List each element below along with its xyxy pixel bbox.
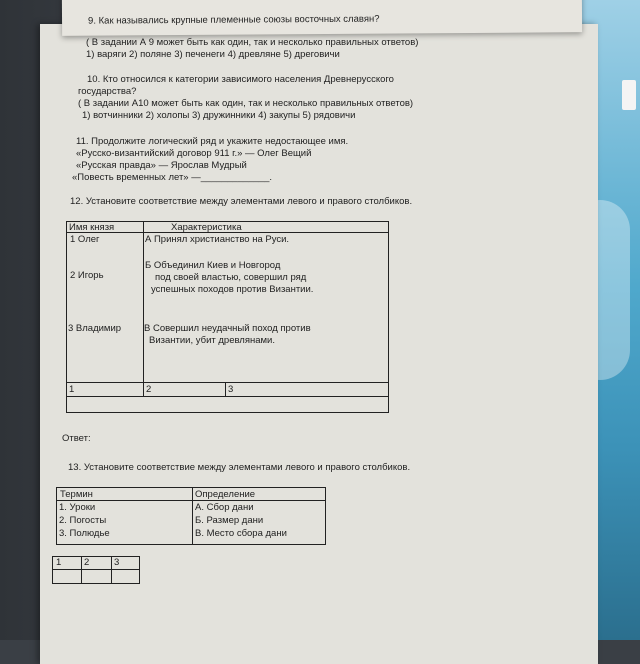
q13-header-right: Определение [195, 489, 256, 500]
q13-left-2: 2. Погосты [59, 515, 107, 526]
q12-table [66, 221, 389, 413]
q12-answer-bottom [67, 396, 388, 397]
q10-options: 1) вотчинники 2) холопы 3) дружинники 4) закупы 5) рядовичи [82, 110, 356, 121]
q12-answer-cell-2: 2 [146, 384, 152, 395]
q12-question: 12. Установите соответствие между элементами левого и правого столбиков. [70, 196, 413, 207]
q12-left-3: 3 Владимир [68, 323, 122, 334]
q13-answer-divider-v [111, 557, 112, 583]
q12-answer-cell-1: 1 [69, 384, 75, 395]
q12-right-v-2: Византии, убит древлянами. [149, 335, 276, 346]
q12-right-b-2: под своей властью, совершил ряд [155, 272, 307, 283]
q13-header-divider [57, 500, 325, 501]
q13-left-1: 1. Уроки [59, 502, 96, 513]
q13-question: 13. Установите соответствие между элементами левого и правого столбиков. [68, 462, 411, 473]
q12-right-v-1: В Совершил неудачный поход против [144, 323, 311, 334]
q9-note: ( В задании А 9 может быть как один, так и несколько правильных ответов) [86, 37, 419, 48]
q11-line1: 11. Продолжите логический ряд и укажите недостающее имя. [76, 136, 349, 147]
worksheet-page [40, 24, 598, 664]
q11-line3: «Русская правда» — Ярослав Мудрый [76, 160, 247, 171]
q12-answer-divider [67, 382, 388, 383]
q10-line1: 10. Кто относился к категории зависимого населения Древнерусского [87, 74, 394, 85]
q11-line2: «Русско-византийский договор 911 г.» — Олег Вещий [76, 148, 312, 159]
q13-answer-divider-h [53, 569, 139, 570]
q12-answer-cell-3: 3 [228, 384, 234, 395]
q10-line2: государства? [78, 86, 137, 97]
q12-left-2: 2 Игорь [70, 270, 104, 281]
q13-answer-cell-2: 2 [84, 557, 90, 568]
q12-right-b-3: успешных походов против Византии. [151, 284, 314, 295]
q12-header-left: Имя князя [69, 222, 115, 233]
q12-answer-divider-v [143, 382, 144, 396]
q12-header-right: Характеристика [171, 222, 242, 233]
q10-note: ( В задании А10 может быть как один, так и несколько правильных ответов) [78, 98, 414, 109]
q13-left-3: 3. Полюдье [59, 528, 110, 539]
q12-column-divider [143, 222, 144, 382]
q12-left-1: 1 Олег [70, 234, 100, 245]
q13-header-left: Термин [60, 489, 93, 500]
q13-answer-cell-1: 1 [56, 557, 62, 568]
q9-question: 9. Как назывались крупные племенные союзы восточных славян? [88, 13, 380, 27]
q13-column-divider [192, 488, 193, 544]
q9-options: 1) варяги 2) поляне 3) печенеги 4) древляне 5) дреговичи [86, 49, 340, 60]
q13-right-3: В. Место сбора дани [195, 528, 287, 539]
q11-line4: «Повесть временных лет» —_____________. [72, 172, 273, 183]
top-sheet [62, 0, 582, 36]
q12-right-b-1: Б Объединил Киев и Новгород [145, 260, 281, 271]
q13-right-1: А. Сбор дани [195, 502, 254, 513]
fabric-highlight [622, 80, 636, 110]
q13-answer-table [52, 556, 140, 584]
q12-answer-divider-v [225, 382, 226, 396]
q13-answer-cell-3: 3 [114, 557, 120, 568]
q12-right-a: А Принял христианство на Руси. [145, 234, 290, 245]
q13-answer-divider-v [81, 557, 82, 583]
q12-answer-label: Ответ: [62, 433, 91, 444]
q13-right-2: Б. Размер дани [195, 515, 264, 526]
q13-table [56, 487, 326, 545]
